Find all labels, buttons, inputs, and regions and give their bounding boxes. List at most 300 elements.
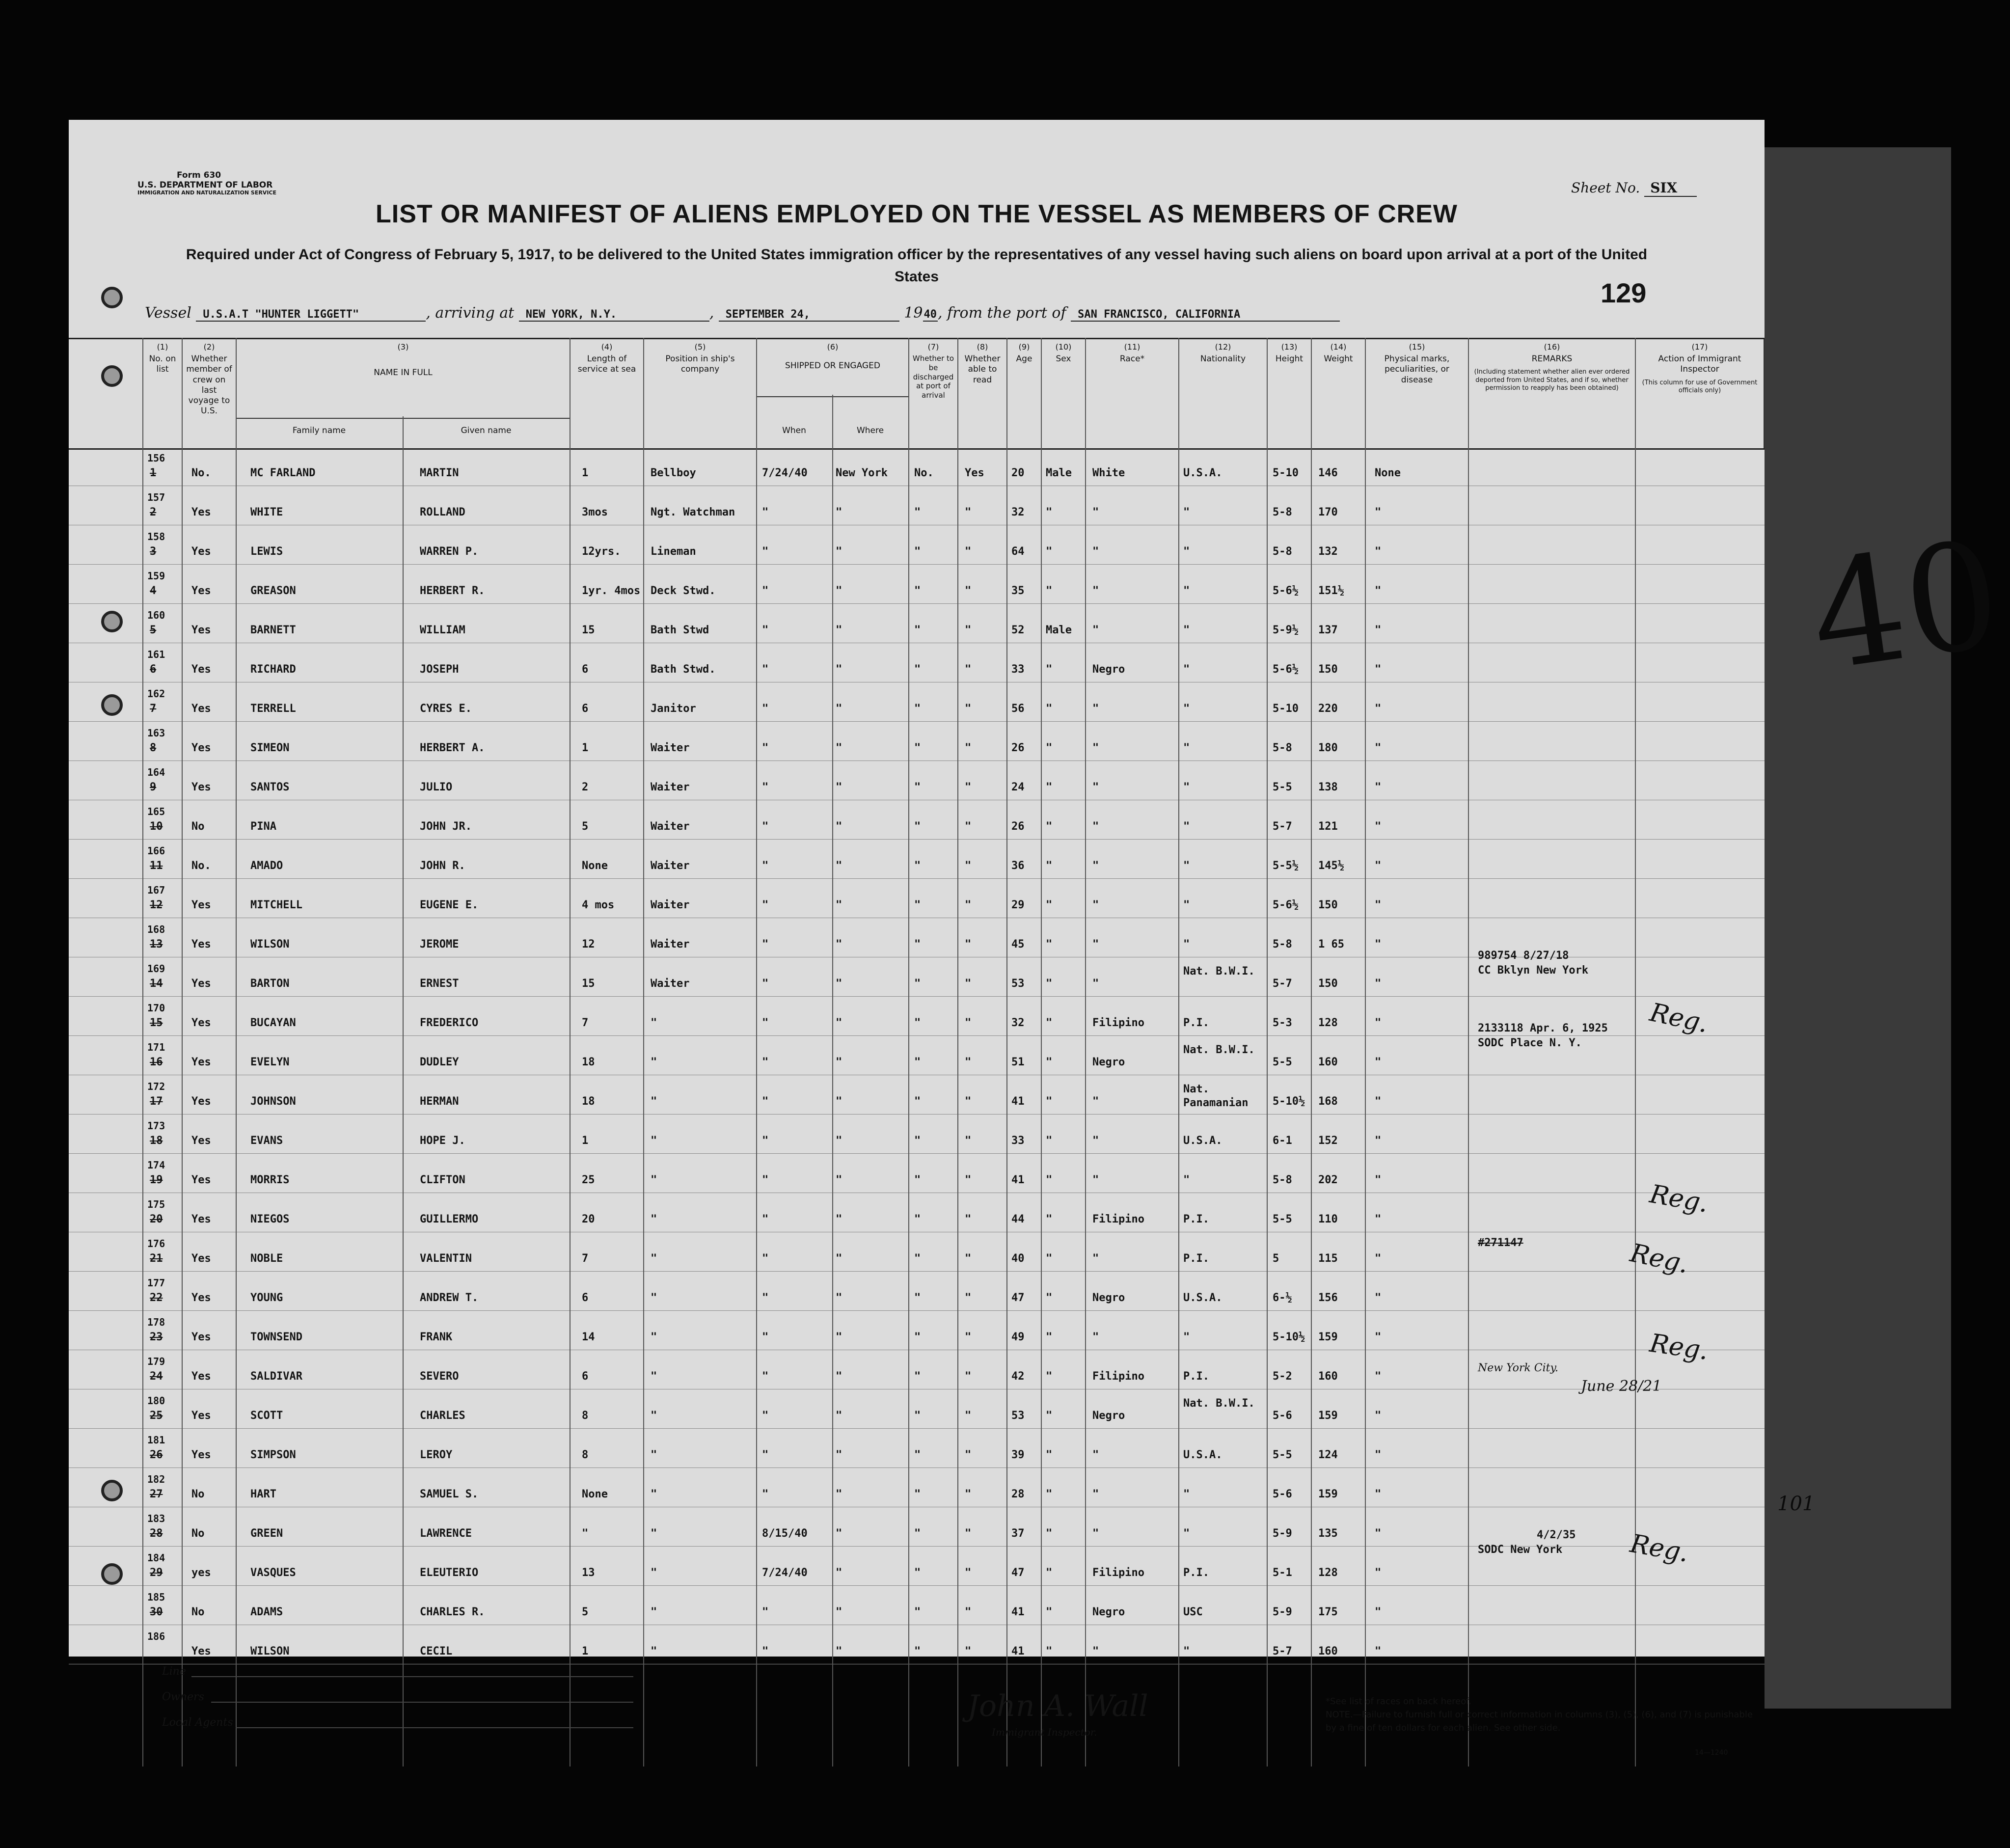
cell-read: Yes xyxy=(965,467,984,479)
cell-weight: 150 xyxy=(1318,663,1338,676)
cell-sex: " xyxy=(1046,781,1053,793)
cell-marks: " xyxy=(1375,1410,1382,1422)
cell-weight: 159 xyxy=(1318,1410,1338,1422)
cell-crew: No xyxy=(191,1488,205,1500)
column-header-name: (3) NAME IN FULL xyxy=(236,339,570,448)
cell-discharged: " xyxy=(914,1449,921,1461)
cell-race: Negro xyxy=(1092,1606,1125,1618)
row-number: 156 xyxy=(147,452,165,464)
cell-discharged: " xyxy=(914,1174,921,1186)
column-rule xyxy=(1267,338,1268,1766)
column-rule xyxy=(1178,338,1179,1766)
cell-where: " xyxy=(836,1567,842,1579)
cell-discharged: " xyxy=(914,1567,921,1579)
cell-service: 8 xyxy=(582,1449,589,1461)
cell-discharged: No. xyxy=(914,467,934,479)
row-number: 166 xyxy=(147,845,165,857)
cell-height: 5-6½ xyxy=(1273,663,1299,676)
column-rule xyxy=(403,416,404,1766)
arrival-port: NEW YORK, N.Y. xyxy=(519,308,709,322)
row-original-number: 8 xyxy=(150,742,157,754)
cell-read: " xyxy=(965,506,972,518)
cell-sex: " xyxy=(1046,1331,1053,1343)
cell-crew: Yes xyxy=(191,781,211,793)
cell-discharged: " xyxy=(914,1292,921,1304)
cell-where: " xyxy=(836,1645,842,1658)
cell-discharged: " xyxy=(914,1056,921,1068)
table-header xyxy=(69,338,1765,450)
cell-given: MARTIN xyxy=(420,467,459,479)
row-number: 176 xyxy=(147,1238,165,1250)
remark-vasques-1: 4/2/35 xyxy=(1537,1529,1576,1541)
cell-discharged: " xyxy=(914,1213,921,1225)
cell-age: 26 xyxy=(1011,820,1025,833)
cell-service: 14 xyxy=(582,1331,595,1343)
cell-marks: " xyxy=(1375,820,1382,833)
cell-age: 41 xyxy=(1011,1174,1025,1186)
cell-position: Janitor xyxy=(651,703,696,715)
cell-read: " xyxy=(965,820,972,833)
cell-discharged: " xyxy=(914,1488,921,1500)
cell-race: Negro xyxy=(1092,663,1125,676)
cell-crew: Yes xyxy=(191,742,211,754)
signature-caption: Immigrant Inspector. xyxy=(992,1726,1097,1738)
cell-where: " xyxy=(836,1370,842,1383)
arrival-date: SEPTEMBER 24, xyxy=(719,308,899,322)
cell-position: " xyxy=(651,1370,657,1383)
sheet-number xyxy=(1571,180,1697,196)
row-original-number: 30 xyxy=(150,1606,163,1618)
row-number: 186 xyxy=(147,1631,165,1642)
cell-weight: 132 xyxy=(1318,545,1338,558)
cell-read: " xyxy=(965,703,972,715)
cell-where: " xyxy=(836,860,842,872)
cell-crew: Yes xyxy=(191,1292,211,1304)
cell-where: " xyxy=(836,663,842,676)
cell-service: 6 xyxy=(582,1292,589,1304)
inspector-signature: John A. Wall xyxy=(967,1689,1148,1723)
column-rule xyxy=(142,338,143,1766)
cell-given: DUDLEY xyxy=(420,1056,459,1068)
cell-sex: " xyxy=(1046,1056,1053,1068)
cell-read: " xyxy=(965,1292,972,1304)
cell-position: " xyxy=(651,1567,657,1579)
cell-position: Bath Stwd xyxy=(651,624,709,636)
column-rule xyxy=(1365,338,1366,1766)
row-original-number: 21 xyxy=(150,1252,163,1265)
cell-crew: Yes xyxy=(191,1213,211,1225)
cell-age: 32 xyxy=(1011,1017,1025,1029)
row-number: 167 xyxy=(147,884,165,896)
cell-when: " xyxy=(762,703,769,715)
cell-weight: 1 65 xyxy=(1318,938,1344,951)
cell-crew: No. xyxy=(191,860,211,872)
cell-marks: " xyxy=(1375,506,1382,518)
sheet-number-value: SIX xyxy=(1644,180,1697,197)
column-header-race: (11) Race* xyxy=(1085,339,1178,448)
cell-nationality: P.I. xyxy=(1183,1567,1209,1579)
cell-nationality: " xyxy=(1183,624,1190,636)
cell-read: " xyxy=(965,624,972,636)
table-row xyxy=(69,527,1765,565)
cell-weight: 115 xyxy=(1318,1252,1338,1265)
cell-when: " xyxy=(762,742,769,754)
row-original-number: 20 xyxy=(150,1213,163,1225)
cell-when: " xyxy=(762,1292,769,1304)
cell-discharged: " xyxy=(914,1606,921,1618)
cell-height: 5-8 xyxy=(1273,938,1292,951)
cell-sex: " xyxy=(1046,860,1053,872)
cell-read: " xyxy=(965,1370,972,1383)
cell-family: BARNETT xyxy=(250,624,296,636)
row-original-number: 4 xyxy=(150,585,157,597)
remark-scott-1: New York City. xyxy=(1478,1362,1559,1374)
cell-nationality: U.S.A. xyxy=(1183,1135,1222,1147)
cell-read: " xyxy=(965,1252,972,1265)
cell-height: 5-6½ xyxy=(1273,585,1299,597)
cell-read: " xyxy=(965,585,972,597)
cell-where: " xyxy=(836,1527,842,1540)
row-number: 183 xyxy=(147,1513,165,1524)
cell-family: PINA xyxy=(250,820,276,833)
cell-height: 5-10½ xyxy=(1273,1331,1305,1343)
cell-nationality: " xyxy=(1183,1174,1190,1186)
cell-weight: 150 xyxy=(1318,899,1338,911)
cell-crew: Yes xyxy=(191,1174,211,1186)
remark-evelyn-1: 2133118 Apr. 6, 1925 xyxy=(1478,1022,1608,1034)
cell-where: " xyxy=(836,545,842,558)
row-original-number: 7 xyxy=(150,703,157,715)
cell-crew: Yes xyxy=(191,1331,211,1343)
cell-age: 47 xyxy=(1011,1567,1025,1579)
cell-where: " xyxy=(836,978,842,990)
cell-where: " xyxy=(836,1174,842,1186)
inspector-action-reg: Reg. xyxy=(1647,1179,1711,1219)
cell-crew: No xyxy=(191,1527,205,1540)
cell-when: 7/24/40 xyxy=(762,1567,808,1579)
cell-marks: " xyxy=(1375,899,1382,911)
cell-discharged: " xyxy=(914,663,921,676)
cell-discharged: " xyxy=(914,703,921,715)
cell-read: " xyxy=(965,545,972,558)
column-rule xyxy=(1311,338,1312,1766)
column-header-action: (17) Action of Immigrant Inspector (This column for use of Government officials only) xyxy=(1635,339,1765,448)
cell-given: FRANK xyxy=(420,1331,453,1343)
cell-crew: Yes xyxy=(191,1056,211,1068)
row-number: 164 xyxy=(147,766,165,778)
cell-family: LEWIS xyxy=(250,545,283,558)
row-original-number: 5 xyxy=(150,624,157,636)
cell-given: WARREN P. xyxy=(420,545,479,558)
remark-barton-1: 989754 8/27/18 xyxy=(1478,950,1569,962)
cell-discharged: " xyxy=(914,899,921,911)
cell-crew: No xyxy=(191,1606,205,1618)
cell-nationality: Nat. B.W.I. xyxy=(1183,965,1255,978)
cell-family: TOWNSEND xyxy=(250,1331,302,1343)
cell-read: " xyxy=(965,1527,972,1540)
footer-agents-label: Local Agents xyxy=(162,1716,233,1729)
row-original-number: 28 xyxy=(150,1527,163,1540)
cell-given: JOHN R. xyxy=(420,860,465,872)
cell-crew: Yes xyxy=(191,624,211,636)
cell-nationality: Nat. Panamanian xyxy=(1183,1083,1249,1109)
cell-race: " xyxy=(1092,781,1099,793)
cell-given: CHARLES xyxy=(420,1410,465,1422)
column-header-weight: (14) Weight xyxy=(1311,339,1365,448)
cell-weight: 159 xyxy=(1318,1331,1338,1343)
column-rule xyxy=(1006,338,1007,1766)
cell-race: " xyxy=(1092,1095,1099,1108)
cell-race: Negro xyxy=(1092,1292,1125,1304)
binder-hole xyxy=(101,287,123,308)
cell-read: " xyxy=(965,1410,972,1422)
column-header-discharged: (7) Whether to be discharged at port of arrival xyxy=(908,339,957,448)
cell-height: 5-5 xyxy=(1273,1213,1292,1225)
cell-age: 47 xyxy=(1011,1292,1025,1304)
cell-family: NOBLE xyxy=(250,1252,283,1265)
cell-given: FREDERICO xyxy=(420,1017,479,1029)
row-original-number: 6 xyxy=(150,663,157,676)
column-header-crew: (2) Whether member of crew on last voyage to U.S. xyxy=(182,339,236,448)
cell-weight: 202 xyxy=(1318,1174,1338,1186)
cell-position: " xyxy=(651,1606,657,1618)
page-title: LIST OR MANIFEST OF ALIENS EMPLOYED ON THE VESSEL AS MEMBERS OF CREW xyxy=(376,200,1458,228)
cell-where: " xyxy=(836,1056,842,1068)
cell-when: " xyxy=(762,545,769,558)
cell-race: " xyxy=(1092,742,1099,754)
column-header-service: (4) Length of service at sea xyxy=(570,339,643,448)
remark-scott-2: June 28/21 xyxy=(1581,1378,1662,1395)
right-margin-tally: 101 xyxy=(1777,1493,1815,1515)
row-number: 180 xyxy=(147,1395,165,1407)
cell-service: 15 xyxy=(582,978,595,990)
cell-where: New York xyxy=(836,467,888,479)
cell-when: " xyxy=(762,624,769,636)
table-row xyxy=(69,448,1765,486)
table-row xyxy=(69,1312,1765,1350)
row-number: 158 xyxy=(147,531,165,543)
cell-race: " xyxy=(1092,978,1099,990)
cell-height: 5-7 xyxy=(1273,1645,1292,1658)
cell-marks: " xyxy=(1375,742,1382,754)
row-number: 169 xyxy=(147,963,165,975)
cell-where: " xyxy=(836,1331,842,1343)
cell-position: " xyxy=(651,1174,657,1186)
cell-crew: Yes xyxy=(191,1135,211,1147)
cell-weight: 135 xyxy=(1318,1527,1338,1540)
cell-sex: " xyxy=(1046,1645,1053,1658)
cell-weight: 121 xyxy=(1318,820,1338,833)
cell-weight: 220 xyxy=(1318,703,1338,715)
arriving-label: , arriving at xyxy=(426,304,515,322)
column-header-no: (1) No. on list xyxy=(142,339,182,448)
cell-age: 35 xyxy=(1011,585,1025,597)
cell-service: 1 xyxy=(582,1645,589,1658)
cell-sex: " xyxy=(1046,1410,1053,1422)
cell-read: " xyxy=(965,1645,972,1658)
cell-position: Waiter xyxy=(651,781,690,793)
cell-marks: " xyxy=(1375,1292,1382,1304)
remark-evelyn-2: SODC Place N. Y. xyxy=(1478,1037,1582,1049)
vessel-label: Vessel xyxy=(145,304,191,322)
remark-vasques-2: SODC New York xyxy=(1478,1544,1563,1556)
row-number: 173 xyxy=(147,1120,165,1132)
column-header-shipped: (6) SHIPPED OR ENGAGED xyxy=(756,339,908,448)
cell-nationality: " xyxy=(1183,781,1190,793)
cell-sex: " xyxy=(1046,703,1053,715)
cell-read: " xyxy=(965,1135,972,1147)
cell-weight: 159 xyxy=(1318,1488,1338,1500)
cell-family: SCOTT xyxy=(250,1410,283,1422)
cell-discharged: " xyxy=(914,624,921,636)
cell-nationality: U.S.A. xyxy=(1183,1292,1222,1304)
row-number: 178 xyxy=(147,1316,165,1328)
inspector-action-reg: Reg. xyxy=(1648,1328,1711,1366)
column-header-marks: (15) Physical marks, peculiarities, or disease xyxy=(1365,339,1468,448)
cell-where: " xyxy=(836,585,842,597)
cell-height: 5-9½ xyxy=(1273,624,1299,636)
cell-crew: Yes xyxy=(191,1449,211,1461)
column-rule xyxy=(1468,338,1469,1766)
cell-where: " xyxy=(836,742,842,754)
cell-height: 5-10 xyxy=(1273,467,1299,479)
cell-nationality: " xyxy=(1183,585,1190,597)
cell-where: " xyxy=(836,624,842,636)
cell-weight: 168 xyxy=(1318,1095,1338,1108)
cell-height: 5 xyxy=(1273,1252,1279,1265)
cell-position: " xyxy=(651,1252,657,1265)
cell-service: 1 xyxy=(582,742,589,754)
cell-marks: " xyxy=(1375,1056,1382,1068)
row-number: 184 xyxy=(147,1552,165,1564)
cell-when: " xyxy=(762,1331,769,1343)
cell-sex: " xyxy=(1046,585,1053,597)
cell-position: Bath Stwd. xyxy=(651,663,716,676)
cell-marks: " xyxy=(1375,938,1382,951)
cell-given: ELEUTERIO xyxy=(420,1567,479,1579)
cell-race: " xyxy=(1092,1645,1099,1658)
row-number: 175 xyxy=(147,1198,165,1210)
cell-race: Filipino xyxy=(1092,1017,1144,1029)
cell-family: EVANS xyxy=(250,1135,283,1147)
cell-nationality: " xyxy=(1183,938,1190,951)
cell-race: " xyxy=(1092,820,1099,833)
cell-weight: 160 xyxy=(1318,1056,1338,1068)
cell-age: 33 xyxy=(1011,1135,1025,1147)
cell-age: 28 xyxy=(1011,1488,1025,1500)
cell-age: 52 xyxy=(1011,624,1025,636)
row-number: 168 xyxy=(147,924,165,935)
table-row xyxy=(69,1155,1765,1193)
cell-race: Filipino xyxy=(1092,1213,1144,1225)
cell-marks: " xyxy=(1375,1606,1382,1618)
cell-age: 20 xyxy=(1011,467,1025,479)
cell-age: 26 xyxy=(1011,742,1025,754)
cell-when: " xyxy=(762,1056,769,1068)
cell-when: " xyxy=(762,1410,769,1422)
row-number: 162 xyxy=(147,688,165,700)
cell-height: 5-3 xyxy=(1273,1017,1292,1029)
cell-discharged: " xyxy=(914,1331,921,1343)
cell-race: " xyxy=(1092,1527,1099,1540)
cell-when: " xyxy=(762,860,769,872)
cell-when: " xyxy=(762,1095,769,1108)
cell-height: 6-1 xyxy=(1273,1135,1292,1147)
cell-crew: Yes xyxy=(191,663,211,676)
cell-where: " xyxy=(836,1213,842,1225)
cell-sex: Male xyxy=(1046,467,1072,479)
footer-line-rule xyxy=(191,1676,633,1677)
cell-crew: Yes xyxy=(191,938,211,951)
cell-weight: 145½ xyxy=(1318,860,1344,872)
cell-family: AMADO xyxy=(250,860,283,872)
cell-given: CYRES E. xyxy=(420,703,472,715)
cell-position: Waiter xyxy=(651,978,690,990)
column-rule xyxy=(643,338,644,1766)
cell-height: 5-9 xyxy=(1273,1527,1292,1540)
cell-weight: 137 xyxy=(1318,624,1338,636)
cell-given: EUGENE E. xyxy=(420,899,479,911)
column-header-read: (8) Whether able to read xyxy=(957,339,1006,448)
cell-when: " xyxy=(762,506,769,518)
cell-read: " xyxy=(965,1567,972,1579)
row-original-number: 3 xyxy=(150,545,157,558)
cell-sex: " xyxy=(1046,1567,1053,1579)
cell-read: " xyxy=(965,1488,972,1500)
cell-when: 7/24/40 xyxy=(762,467,808,479)
cell-discharged: " xyxy=(914,1252,921,1265)
cell-age: 37 xyxy=(1011,1527,1025,1540)
row-number: 171 xyxy=(147,1041,165,1053)
cell-height: 5-6 xyxy=(1273,1410,1292,1422)
cell-service: None xyxy=(582,860,608,872)
cell-service: 3mos xyxy=(582,506,608,518)
column-rule xyxy=(756,338,757,1766)
cell-crew: No. xyxy=(191,467,211,479)
cell-age: 51 xyxy=(1011,1056,1025,1068)
inspector-action-reg: Reg. xyxy=(1628,1238,1691,1279)
cell-nationality: Nat. B.W.I. xyxy=(1183,1044,1255,1056)
cell-height: 5-2 xyxy=(1273,1370,1292,1383)
table-row xyxy=(69,723,1765,761)
cell-position: " xyxy=(651,1017,657,1029)
cell-family: VASQUES xyxy=(250,1567,296,1579)
cell-position: " xyxy=(651,1056,657,1068)
cell-given: SAMUEL S. xyxy=(420,1488,479,1500)
cell-position: Bellboy xyxy=(651,467,696,479)
subheader-when: When xyxy=(782,426,806,435)
cell-family: YOUNG xyxy=(250,1292,283,1304)
subheader-given-name: Given name xyxy=(461,426,512,435)
table-row xyxy=(69,645,1765,682)
cell-nationality: Nat. B.W.I. xyxy=(1183,1397,1255,1410)
cell-service: 6 xyxy=(582,663,589,676)
cell-height: 5-6 xyxy=(1273,1488,1292,1500)
cell-where: " xyxy=(836,899,842,911)
cell-discharged: " xyxy=(914,1017,921,1029)
cell-family: TERRELL xyxy=(250,703,296,715)
cell-nationality: " xyxy=(1183,742,1190,754)
cell-marks: " xyxy=(1375,860,1382,872)
cell-discharged: " xyxy=(914,1645,921,1658)
cell-when: " xyxy=(762,1017,769,1029)
cell-given: HERBERT R. xyxy=(420,585,485,597)
cell-age: 41 xyxy=(1011,1095,1025,1108)
table-row xyxy=(69,762,1765,800)
cell-sex: " xyxy=(1046,938,1053,951)
table-row xyxy=(69,488,1765,525)
cell-when: " xyxy=(762,663,769,676)
